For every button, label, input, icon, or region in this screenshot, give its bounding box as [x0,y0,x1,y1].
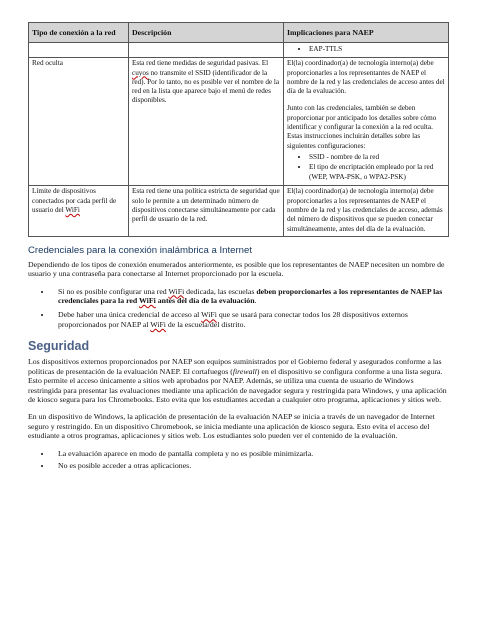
text-span: . [254,296,257,306]
row-type-hidden-network: Red oculta [29,57,129,185]
table-cell [284,43,449,58]
spellcheck-word: WiFi [139,296,156,306]
paragraph: El(la) coordinador(a) de tecnología interno(a) debe proporcionarles a los representantes de NAEP el nombre de la red y las credenciales de acceso antes del día de la evaluación. [287,59,445,96]
list-item [52,287,448,306]
paragraph: Junto con las credenciales, también se deben proporcionar por anticipado los detalles sobre cómo identificar y configurar la conexión a la red oculta. Estas instrucciones incluirán detalles sobre las siguientes configuraciones: [287,104,437,150]
spellcheck-word: WiFi [65,205,80,214]
text-span: Límite de dispositivos conectados por cada perfil de usuario del [32,187,117,214]
security-heading: Seguridad [28,339,90,354]
text-span: deben proporcionarles a los representantes de NAEP las credenciales para la red [58,286,443,306]
spellcheck-word: cuyos [132,68,149,77]
text-span: ) en el dispositivo se configura conforme a una lista segura. Esto permite el acceso únicamente a sitios web aprobados por NAEP. Además, se utiliza una cuenta de usuario de Windows restringida para presentar las evaluaciones mediante una aplicación de navegador segura y restringida para Windows, y una aplicación de kiosco segura para los Chromebooks. Esto evita que los estudiantes accedan a cualquier otro programa, aplicaciones y sitios web. [28,366,447,404]
document-page [28,22,448,478]
row-type-device-limit [29,185,129,236]
list-item: • No es posible acceder a otras aplicaciones. [52,461,448,470]
table-header-row [29,23,449,43]
row-implications: El(la) coordinador(a) de tecnología interno(a) debe proporcionarles a los representantes de NAEP el nombre de la red y las credenciales de acceso, además del número de dispositivos que se pueden conectar simultáneamente, antes del día de la evaluación. [284,185,449,236]
text-span: Si no es posible configurar una red [58,286,169,296]
list-item: • El tipo de encriptación empleado por la red (WEP, WPA-PSK, o WPA2-PSK) [309,163,445,182]
header-implications: Implicaciones para NAEP [284,23,449,43]
table-row [29,57,449,185]
spellcheck-word: WiFi [168,286,185,296]
table-cell-empty [29,43,129,58]
table-row [29,185,449,236]
bullet-list [287,153,445,182]
spellcheck-word: WiFi [201,310,217,320]
list-item: • La evaluación aparece en modo de pantalla completa y no es posible minimizarla. [52,449,448,458]
text-span: que se usará para conectar todos los 28 dispositivos externos proporcionados por NAEP al [58,310,408,329]
security-paragraph-2: En un dispositivo de Windows, la aplicación de presentación de la evaluación NAEP se inicia a través de un navegador de Internet seguro y restringido. En un dispositivo Chromebook, se inicia mediante una aplicación de kiosco segura. Esto evita el acceso del estudiante a otros programas, aplicaciones y sitios web. Los estudiantes solo pueden ver el contenido de la evaluación. [28,412,435,441]
header-connection-type: Tipo de conexión a la red [29,23,129,43]
credentials-paragraph: Dependiendo de los tipos de conexión enumerados anteriormente, es posible que los representantes de NAEP necesiten un nombre de usuario y una contraseña para conectarse al Internet proporcionado por la escuela. [28,259,445,279]
bullet-list [287,45,445,54]
security-list [28,449,448,471]
list-item [52,310,448,329]
text-span: de la escuela/del distrito. [165,319,246,329]
table-cell-empty [129,43,284,58]
row-description: Esta red tiene una política estricta de seguridad que solo le permite a un determinado número de dispositivos conectarse simultáneamente por cada perfil de usuario de la red. [129,185,284,236]
row-implications [284,57,449,185]
text-span: Los dispositivos externos proporcionados por NAEP son equipos suministrados por el Gobierno federal y asegurados conforme a las políticas de presentación de la evaluación NAEP. El cortafuegos ( [28,357,442,376]
italic-text: firewall [232,366,257,376]
list-item: • SSID - nombre de la red [309,153,445,162]
text-span: Debe haber una única credencial de acceso al [58,310,202,320]
row-description [129,57,284,185]
table-row [29,43,449,58]
text-span: Esta red tiene medidas de seguridad pasivas. El [132,59,269,68]
text-span: antes del día de la evaluación [155,296,255,306]
header-description: Descripción [129,23,284,43]
security-paragraph-1 [28,357,448,404]
text-span: no transmite el SSID (identificador de la red). Por lo tanto, no es posible ver el nombre de la red en la lista que aparece bajo el menú de redes disponibles. [132,68,280,105]
list-item: • EAP-TTLS [309,45,445,54]
credentials-list [28,287,448,330]
network-connection-table [28,22,449,237]
text-span: dedicada, las escuelas [184,286,257,296]
credentials-heading: Credenciales para la conexión inalámbrica a Internet [28,244,252,256]
spellcheck-word: WiFi [150,319,166,329]
